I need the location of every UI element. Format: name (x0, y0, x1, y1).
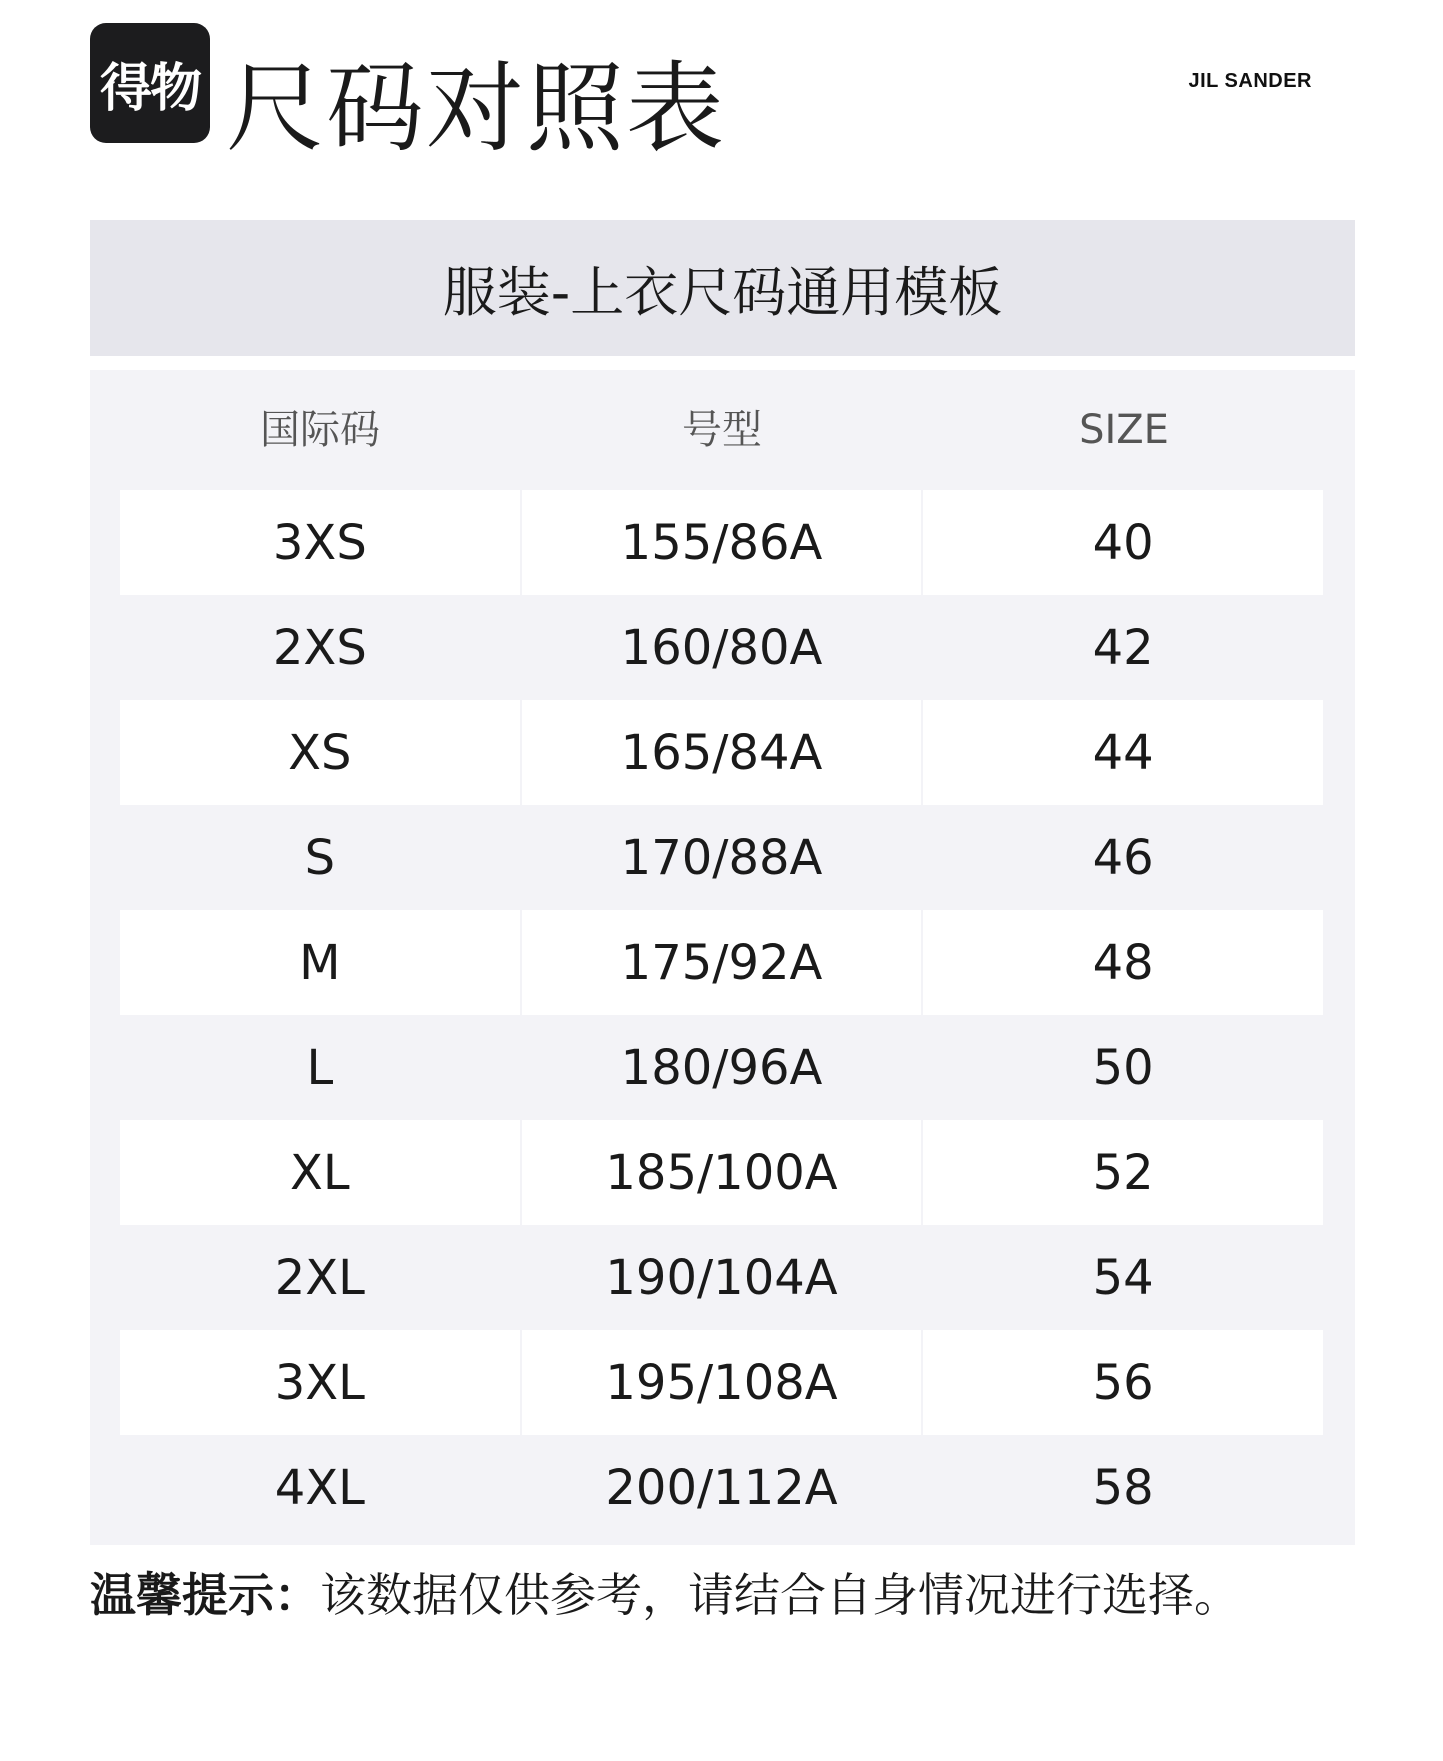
cell-intl-size: L (306, 1039, 334, 1096)
table-row (120, 805, 1323, 910)
size-table (90, 370, 1355, 1545)
cell-size: 52 (923, 1120, 1323, 1225)
tip-text: 该数据仅供参考，请结合自身情况进行选择。 (320, 1568, 1240, 1622)
cell-size: 42 (1092, 619, 1154, 676)
table-banner-title: 服装-上衣尺码通用模板 (442, 260, 1003, 324)
column-header-size: SIZE (1079, 407, 1169, 453)
cell-size: 54 (1092, 1249, 1154, 1306)
cell-intl-size: 2XS (272, 619, 367, 676)
cell-intl-size: XL (120, 1120, 520, 1225)
table-row (120, 595, 1323, 700)
cell-size: 56 (923, 1330, 1323, 1435)
cell-body-size: 155/86A (522, 490, 922, 595)
table-banner (90, 220, 1355, 356)
table-row (120, 910, 1323, 1015)
cell-body-size: 195/108A (522, 1330, 922, 1435)
cell-body-size: 185/100A (522, 1120, 922, 1225)
table-row (120, 490, 1323, 595)
cell-size: 44 (923, 700, 1323, 805)
table-body (120, 490, 1323, 1540)
cell-body-size: 175/92A (522, 910, 922, 1015)
cell-intl-size: M (120, 910, 520, 1015)
table-row (120, 1015, 1323, 1120)
cell-size: 48 (923, 910, 1323, 1015)
cell-body-size: 165/84A (522, 700, 922, 805)
cell-body-size: 190/104A (605, 1249, 838, 1306)
tip-label: 温馨提示： (90, 1568, 320, 1622)
app-logo (90, 23, 210, 143)
cell-intl-size: 3XS (120, 490, 520, 595)
column-header-body-size: 号型 (682, 407, 762, 453)
logo-text: 得物 (99, 58, 200, 119)
cell-intl-size: XS (120, 700, 520, 805)
table-row (120, 1330, 1323, 1435)
table-row (120, 1120, 1323, 1225)
cell-body-size: 180/96A (620, 1039, 823, 1096)
table-row (120, 1435, 1323, 1540)
brand-logo: JIL SANDER (1188, 70, 1312, 92)
cell-body-size: 170/88A (620, 829, 823, 886)
cell-size: 46 (1092, 829, 1154, 886)
page-title: 尺码对照表 (226, 52, 727, 166)
table-row (120, 1225, 1323, 1330)
cell-intl-size: 3XL (120, 1330, 520, 1435)
cell-size: 58 (1092, 1459, 1154, 1516)
column-header-intl-size: 国际码 (260, 407, 380, 453)
cell-intl-size: 2XL (274, 1249, 365, 1306)
cell-intl-size: S (304, 829, 336, 886)
cell-intl-size: 4XL (274, 1459, 365, 1516)
table-row (120, 700, 1323, 805)
cell-body-size: 160/80A (620, 619, 823, 676)
tip-note (90, 1560, 1240, 1630)
cell-size: 50 (1092, 1039, 1154, 1096)
cell-body-size: 200/112A (605, 1459, 838, 1516)
cell-size: 40 (923, 490, 1323, 595)
